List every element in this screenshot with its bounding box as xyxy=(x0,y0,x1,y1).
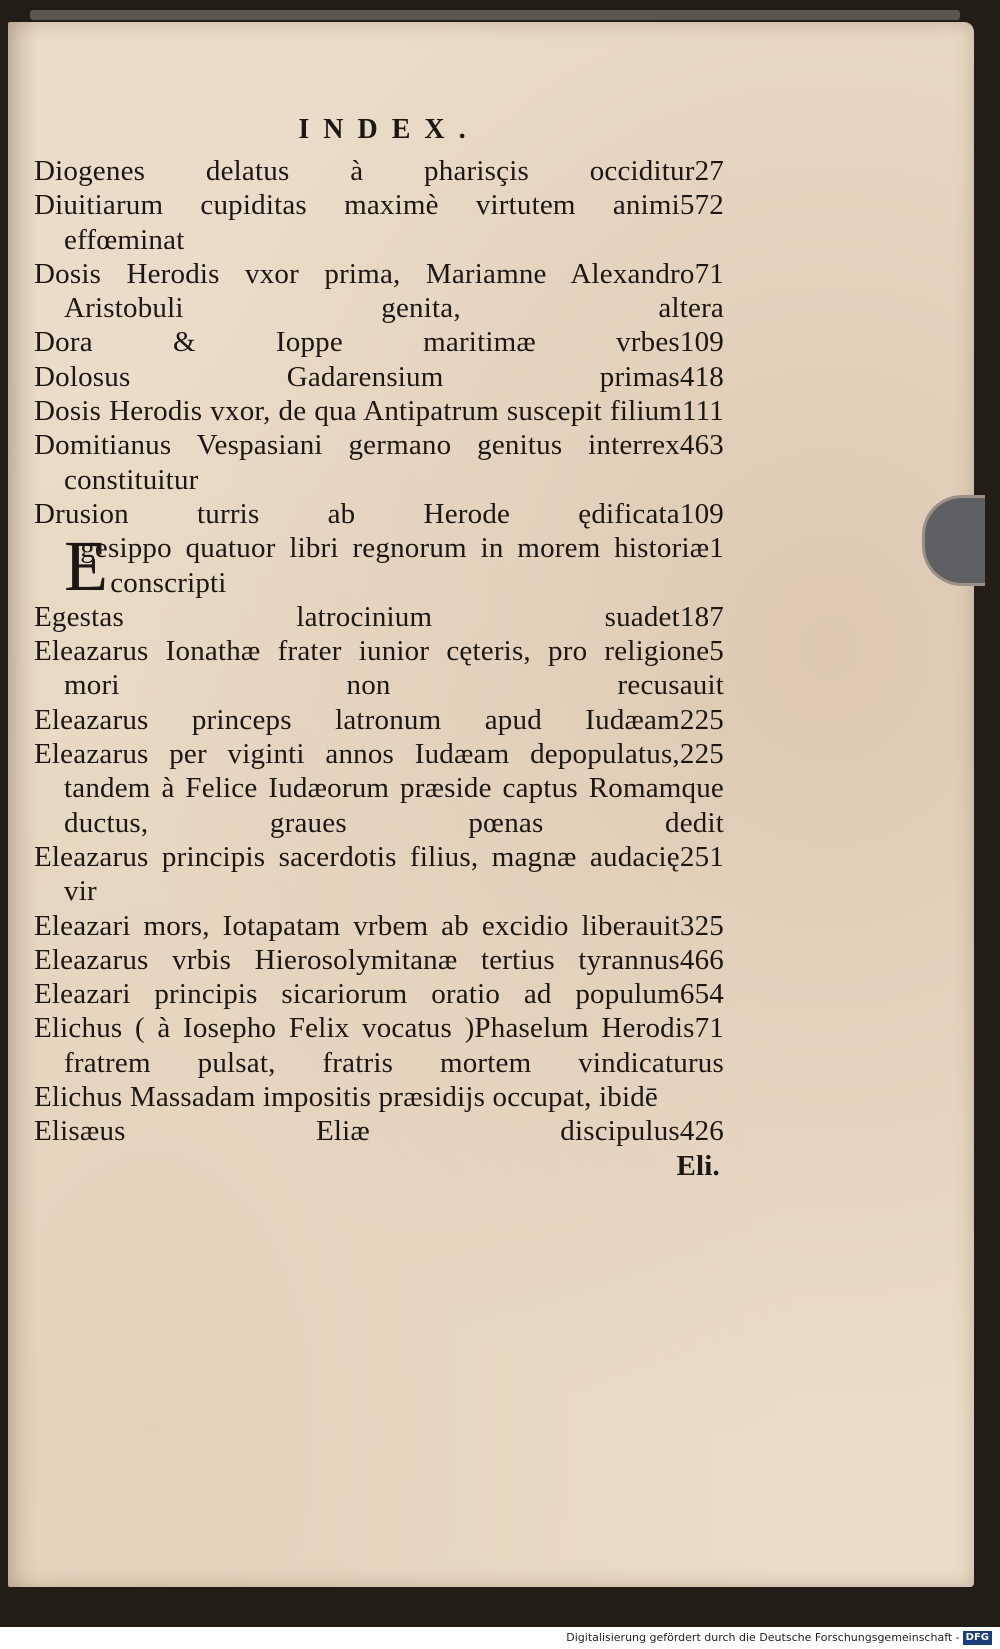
index-entry xyxy=(34,154,724,188)
index-entry xyxy=(34,257,724,326)
catchword: Eli. xyxy=(676,1149,720,1182)
entry-page-number: 466 xyxy=(679,943,724,976)
footer-credit: Digitalisierung gefördert durch die Deutsche Forschungsgemeinschaft - xyxy=(566,1631,960,1644)
entry-page-number: 654 xyxy=(679,978,724,1011)
index-entry xyxy=(34,497,724,531)
entry-text: Egestas latrocinium suadet xyxy=(34,600,680,633)
index-entry xyxy=(34,325,724,359)
index-entry xyxy=(34,943,724,977)
entry-text: Dora & Ioppe maritimæ vrbes xyxy=(34,326,680,359)
entry-text: Diogenes delatus à pharisçis occiditur xyxy=(34,155,695,187)
entry-page-number: 426 xyxy=(679,1115,724,1148)
entry-text: Diuitiarum cupiditas maximè virtutem animi effœminat xyxy=(34,189,680,256)
dfg-logo: DFG xyxy=(963,1631,992,1645)
index-entries xyxy=(34,154,724,1149)
page-edge xyxy=(30,10,960,20)
entry-page-number: 71 xyxy=(694,1012,724,1045)
index-text-block xyxy=(34,108,724,1183)
index-entry xyxy=(34,703,724,737)
entry-page-number: 463 xyxy=(679,429,724,462)
entry-page-number: 27 xyxy=(694,155,724,187)
entry-text: Eleazari mors, Iotapatam vrbem ab excidio liberauit xyxy=(34,909,680,942)
entry-page-number: 111 xyxy=(682,395,724,428)
index-entry xyxy=(34,737,724,840)
entry-page-number: 109 xyxy=(679,497,724,530)
entry-page-number: 572 xyxy=(679,189,724,222)
entry-text: Eleazarus Ionathæ frater iunior cęteris, pro religione mori non recusauit xyxy=(34,635,724,702)
entry-text: Elichus ( à Iosepho Felix vocatus )Phaselum Herodis fratrem pulsat, fratris mortem vindicaturus xyxy=(34,1012,724,1079)
entry-text: Elisæus Eliæ discipulus xyxy=(34,1115,680,1148)
entry-text: Dosis Herodis vxor prima, Mariamne Alexandro Aristobuli genita, altera xyxy=(34,257,724,325)
index-entry xyxy=(34,977,724,1011)
index-entry xyxy=(34,428,724,497)
index-entry xyxy=(34,840,724,909)
index-entry xyxy=(34,1080,724,1114)
thumb-index-tab xyxy=(922,495,985,586)
entry-page-number: 418 xyxy=(679,360,724,393)
entry-text: gesippo quatuor libri regnorum in morem historiæ conscripti xyxy=(80,532,710,599)
digitization-footer xyxy=(0,1627,1000,1649)
entry-text: Dolosus Gadarensium primas xyxy=(34,360,680,393)
index-entry xyxy=(34,909,724,943)
index-entry xyxy=(34,188,724,257)
entry-page-number: 71 xyxy=(694,257,724,290)
entry-page-number: 225 xyxy=(679,703,724,736)
entry-page-number: 5 xyxy=(709,635,724,668)
entry-text: Dosis Herodis vxor, de qua Antipatrum suscepit filium xyxy=(34,395,683,428)
entry-text: Eleazarus vrbis Hierosolymitanæ tertius tyrannus xyxy=(34,943,680,976)
drop-cap-letter: E xyxy=(64,526,109,607)
entry-page-number: 225 xyxy=(679,738,724,771)
index-entry xyxy=(34,1114,724,1148)
index-entry xyxy=(34,1011,724,1080)
entry-page-number: 1 xyxy=(709,532,724,565)
entry-text: Domitianus Vespasiani germano genitus interrex constituitur xyxy=(34,429,680,496)
index-entry xyxy=(34,600,724,634)
index-entry xyxy=(34,394,724,428)
index-entry xyxy=(34,526,724,607)
index-entry xyxy=(34,360,724,394)
entry-text: Eleazari principis sicariorum oratio ad populum xyxy=(34,978,680,1011)
entry-text: Elichus Massadam impositis præsidijs occupat, ibidē xyxy=(34,1081,658,1114)
entry-page-number: 251 xyxy=(679,840,724,873)
index-entry xyxy=(34,634,724,703)
entry-text: Eleazarus princeps latronum apud Iudæam xyxy=(34,703,680,736)
entry-text: Eleazarus principis sacerdotis filius, magnæ audacię vir xyxy=(34,840,680,908)
entry-text: Drusion turris ab Herode ędificata xyxy=(34,497,680,530)
entry-page-number: 187 xyxy=(679,600,724,633)
entry-page-number: 325 xyxy=(679,909,724,942)
entry-page-number: 109 xyxy=(679,326,724,359)
page-heading: INDEX. xyxy=(298,114,480,145)
entry-text: Eleazarus per viginti annos Iudæam depopulatus, tandem à Felice Iudæorum præside captus Romamque ductus, graues pœnas dedit xyxy=(34,738,724,839)
